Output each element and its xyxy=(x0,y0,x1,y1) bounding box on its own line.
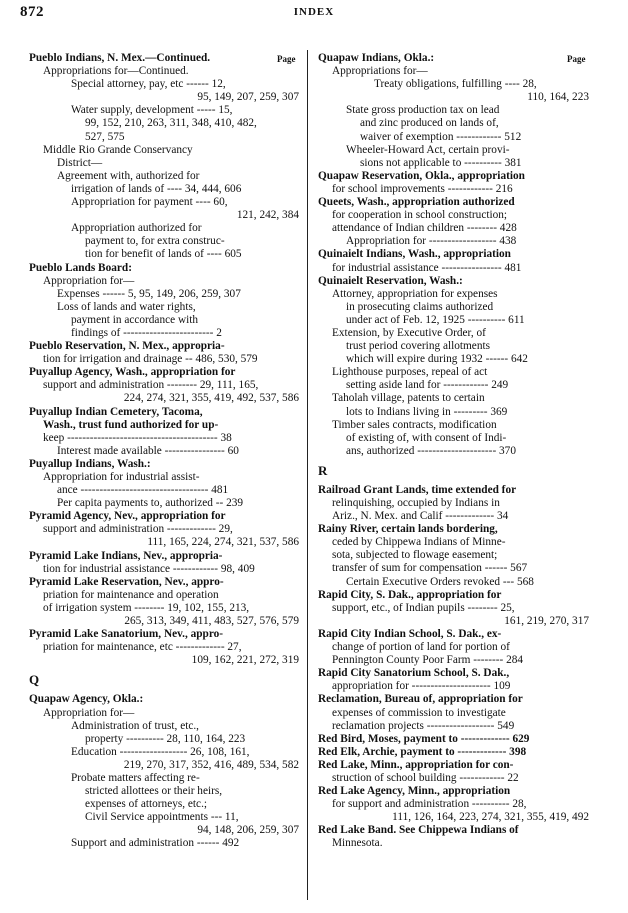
index-line: Appropriation for— xyxy=(43,274,135,287)
index-line: expenses of commission to investigate xyxy=(332,706,506,719)
index-line: Appropriation for payment ---- 60, xyxy=(71,196,228,209)
index-line: which will expire during 1932 ------ 642 xyxy=(346,353,528,366)
index-line: findings of ------------------------ 2 xyxy=(71,326,222,339)
index-line: support and administration -------- 29, 111, 165, xyxy=(43,379,259,392)
index-line: ance ---------------------------------- 481 xyxy=(57,484,229,497)
index-line: Education ------------------ 26, 108, 161, xyxy=(71,745,250,758)
index-line: 94, 148, 206, 259, 307 xyxy=(197,824,299,837)
index-line: Support and administration ------ 492 xyxy=(71,837,240,850)
index-line: Queets, Wash., appropriation authorized xyxy=(318,196,515,209)
column-divider xyxy=(307,50,308,900)
index-line: Puyallup Indians, Wash.: xyxy=(29,457,151,470)
index-line: for support and administration ---------- 28, xyxy=(332,798,527,811)
index-line: keep ---------------------------------------- 38 xyxy=(43,431,232,444)
left-index-column xyxy=(29,52,299,851)
right-index-column xyxy=(318,52,589,851)
index-line: 527, 575 xyxy=(85,130,125,143)
index-line: Pyramid Agency, Nev., appropriation for xyxy=(29,510,226,523)
index-line: ans, authorized --------------------- 370 xyxy=(346,444,516,457)
index-line: Pyramid Lake Reservation, Nev., appro- xyxy=(29,575,224,588)
index-line: Probate matters affecting re- xyxy=(71,771,200,784)
index-line: Agreement with, authorized for xyxy=(57,169,200,182)
index-line: Quapaw Agency, Okla.: xyxy=(29,693,144,706)
index-line: Appropriation for— xyxy=(43,706,135,719)
index-line: Treaty obligations, fulfilling ---- 28, xyxy=(374,78,537,91)
index-line: State gross production tax on lead xyxy=(346,104,500,117)
index-line: Appropriations for— xyxy=(332,65,428,78)
index-line: Pyramid Lake Sanatorium, Nev., appro- xyxy=(29,628,224,641)
index-line: 219, 270, 317, 352, 416, 489, 534, 582 xyxy=(123,758,299,771)
index-line: District— xyxy=(57,156,103,169)
index-line: payment to, for extra construc- xyxy=(85,235,225,248)
index-line: irrigation of lands of ---- 34, 444, 606 xyxy=(71,182,242,195)
index-line: Pueblo Indians, N. Mex.—Continued. xyxy=(29,52,211,64)
index-line: Quinaielt Reservation, Wash.: xyxy=(318,274,463,287)
index-line: Quapaw Indians, Okla.: xyxy=(318,52,435,64)
index-line: Rapid City, S. Dak., appropriation for xyxy=(318,588,502,601)
index-line: Red Lake Band. See Chippewa Indians of xyxy=(318,824,519,837)
index-line: Red Bird, Moses, payment to ------------- 629 xyxy=(318,732,530,745)
index-line: expenses of attorneys, etc.; xyxy=(85,798,208,811)
page-column-label-right: Page xyxy=(567,54,586,64)
index-line: Red Elk, Archie, payment to ------------- 398 xyxy=(318,745,527,758)
index-line: Wash., trust fund authorized for up- xyxy=(43,418,219,431)
index-line: 161, 219, 270, 317 xyxy=(504,614,589,627)
index-line: in prosecuting claims authorized xyxy=(346,300,494,313)
index-line: Rainy River, certain lands bordering, xyxy=(318,523,498,536)
index-line: Appropriation for industrial assist- xyxy=(43,471,200,483)
index-line: lots to Indians living in --------- 369 xyxy=(346,405,508,418)
index-line: property ---------- 28, 110, 164, 223 xyxy=(85,732,246,745)
index-line: Quapaw Reservation, Okla., appropriation xyxy=(318,169,525,182)
index-line: Taholah village, patents to certain xyxy=(332,392,485,405)
section-letter: R xyxy=(318,462,328,478)
index-line: trust period covering allotments xyxy=(346,340,491,353)
index-line: Middle Rio Grande Conservancy xyxy=(43,143,193,156)
index-line: and zinc produced on lands of, xyxy=(360,117,499,130)
index-line: of irrigation system -------- 19, 102, 155, 213, xyxy=(43,601,250,614)
index-line: support, etc., of Indian pupils -------- 25, xyxy=(332,601,515,614)
index-line: Lighthouse purposes, repeal of act xyxy=(332,366,488,379)
index-line: 95, 149, 207, 259, 307 xyxy=(197,91,299,104)
index-line: Puyallup Indian Cemetery, Tacoma, xyxy=(29,405,203,418)
index-line: Administration of trust, etc., xyxy=(71,719,200,732)
index-line: Appropriations for—Continued. xyxy=(43,65,189,78)
index-line: Special attorney, pay, etc ------ 12, xyxy=(71,78,226,91)
index-line: Appropriation for ------------------ 438 xyxy=(346,235,517,248)
index-line: sota, subjected to flowage easement; xyxy=(332,549,498,562)
index-line: sions not applicable to ---------- 381 xyxy=(360,156,522,169)
index-line: priation for maintenance and operation xyxy=(43,588,219,601)
index-line: Minnesota. xyxy=(332,837,383,850)
running-head: INDEX xyxy=(293,6,335,18)
index-line: Attorney, appropriation for expenses xyxy=(332,287,498,300)
index-line: reclamation projects ------------------ 549 xyxy=(332,719,515,732)
index-line: Pueblo Lands Board: xyxy=(29,261,132,274)
page-header xyxy=(0,0,628,30)
index-line: for industrial assistance ---------------- 481 xyxy=(332,261,522,274)
index-line: tion for irrigation and drainage -- 486, 530, 579 xyxy=(43,353,258,366)
index-line: stricted allottees or their heirs, xyxy=(85,785,223,798)
index-line: change of portion of land for portion of xyxy=(332,641,510,654)
index-line: for cooperation in school construction; xyxy=(332,209,508,222)
index-line: ceded by Chippewa Indians of Minne- xyxy=(332,536,506,549)
index-line: Certain Executive Orders revoked --- 568 xyxy=(346,575,534,588)
index-line: Puyallup Agency, Wash., appropriation for xyxy=(29,366,236,379)
index-line: waiver of exemption ------------ 512 xyxy=(360,130,522,143)
index-line: Red Lake, Minn., appropriation for con- xyxy=(318,758,514,771)
index-line: Ariz., N. Mex. and Calif ------------- 34 xyxy=(332,510,509,523)
index-line: 121, 242, 384 xyxy=(236,209,299,222)
index-line: appropriation for --------------------- 109 xyxy=(332,680,511,693)
index-line: Loss of lands and water rights, xyxy=(57,300,196,313)
index-line: 99, 152, 210, 263, 311, 348, 410, 482, xyxy=(85,117,257,130)
index-line: Water supply, development ----- 15, xyxy=(71,104,233,117)
section-letter: Q xyxy=(29,672,40,688)
index-line: attendance of Indian children -------- 428 xyxy=(332,222,517,235)
index-line: Wheeler-Howard Act, certain provi- xyxy=(346,143,510,156)
index-line: payment in accordance with xyxy=(71,313,199,326)
index-line: Interest made available ---------------- 60 xyxy=(57,444,239,457)
index-line: Railroad Grant Lands, time extended for xyxy=(318,483,517,496)
index-line: Expenses ------ 5, 95, 149, 206, 259, 307 xyxy=(57,287,241,300)
index-line: Reclamation, Bureau of, appropriation for xyxy=(318,693,523,706)
index-line: Quinaielt Indians, Wash., appropriation xyxy=(318,248,511,261)
index-line: Rapid City Indian School, S. Dak., ex- xyxy=(318,627,502,640)
index-line: of existing of, with consent of Indi- xyxy=(346,431,507,444)
index-line: Pueblo Reservation, N. Mex., appropria- xyxy=(29,340,225,353)
index-line: support and administration ------------- 29, xyxy=(43,523,233,536)
index-line: under act of Feb. 12, 1925 ---------- 611 xyxy=(346,313,525,326)
index-line: Extension, by Executive Order, of xyxy=(332,326,486,339)
index-line: priation for maintenance, etc ------------- 27, xyxy=(43,641,242,654)
index-line: tion for benefit of lands of ---- 605 xyxy=(85,248,242,261)
index-line: Per capita payments to, authorized -- 239 xyxy=(57,497,244,510)
index-line: tion for industrial assistance ------------ 98, 409 xyxy=(43,562,255,575)
index-line: setting aside land for ------------ 249 xyxy=(346,379,509,392)
index-line: 111, 126, 164, 223, 274, 321, 355, 419, 492 xyxy=(392,811,589,824)
index-line: 224, 274, 321, 355, 419, 492, 537, 586 xyxy=(123,392,299,405)
page-column-label-left: Page xyxy=(277,54,296,64)
index-line: 265, 313, 349, 411, 483, 527, 576, 579 xyxy=(124,615,299,628)
index-line: 110, 164, 223 xyxy=(527,91,589,104)
index-line: transfer of sum for compensation ------ 567 xyxy=(332,562,528,575)
index-line: 109, 162, 221, 272, 319 xyxy=(191,654,299,667)
index-line: Appropriation authorized for xyxy=(71,222,202,235)
index-line: Pennington County Poor Farm -------- 284 xyxy=(332,654,524,667)
index-line: Red Lake Agency, Minn., appropriation xyxy=(318,785,511,798)
index-line: Civil Service appointments --- 11, xyxy=(85,811,239,824)
index-line: 111, 165, 224, 274, 321, 537, 586 xyxy=(147,536,299,549)
page-number: 872 xyxy=(20,4,44,20)
index-line: relinquishing, occupied by Indians in xyxy=(332,497,500,509)
index-line: Rapid City Sanatorium School, S. Dak., xyxy=(318,667,510,680)
index-line: Timber sales contracts, modification xyxy=(332,418,497,431)
index-line: struction of school building ------------ 22 xyxy=(332,771,519,784)
index-line: for school improvements ------------ 216 xyxy=(332,182,513,195)
index-line: Pyramid Lake Indians, Nev., appropria- xyxy=(29,549,223,562)
